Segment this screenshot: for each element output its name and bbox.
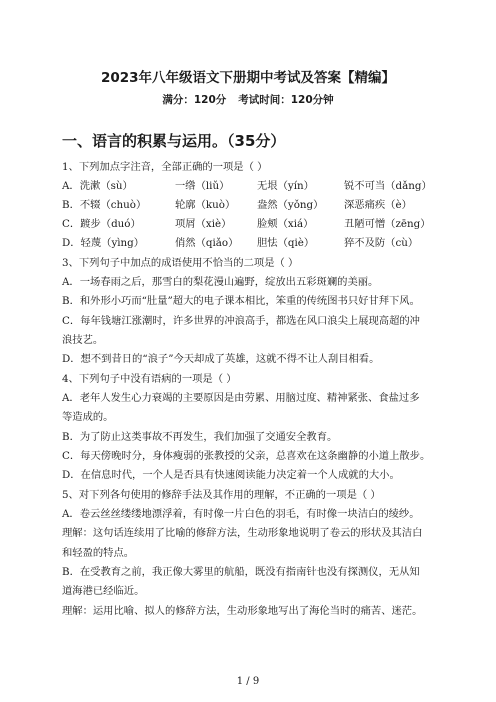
q4-option-b: B．为了防止这类事故不再发生，我们加强了交通安全教育。	[62, 431, 338, 443]
q3-option-a: A．一场春雨之后，那雪白的梨花漫山遍野，绽放出五彩斑斓的美丽。	[62, 276, 379, 288]
q1-cell: 轮廓（kuò）	[175, 199, 236, 211]
q1-cell: B．不辍（chuò）	[62, 199, 147, 211]
section-heading: 一、语言的积累与运用。（35分）	[62, 132, 286, 150]
q1-cell: 无垠（yín）	[257, 180, 314, 192]
q1-cell: 猝不及防（cù）	[344, 237, 419, 249]
q5-stem: 5、对下列各句使用的修辞手法及其作用的理解，不正确的一项是（ ）	[62, 489, 381, 501]
q1-cell: 项屑（xiè）	[175, 218, 232, 230]
q1-cell: C．踱步（duó）	[62, 218, 141, 230]
exam-time: 考试时间：120分钟	[238, 94, 334, 106]
q1-row-d	[62, 236, 462, 250]
q1-cell: 一绺（liǔ）	[175, 180, 230, 192]
q3-option-c-cont: 浪技艺。	[62, 334, 104, 346]
q1-cell: D．轻蔑（yìng）	[62, 237, 145, 249]
q3-stem: 3、下列句子中加点的成语使用不恰当的二项是（ ）	[62, 257, 299, 269]
q1-stem: 1、下列加点字注音，全部正确的一项是（ ）	[62, 161, 268, 173]
q1-row-b	[62, 198, 462, 212]
q3-option-d: D．想不到昔日的“浪子”今天却成了英雄，这就不得不让人刮目相看。	[62, 353, 380, 365]
q1-cell: 盎然（yǒng）	[257, 199, 324, 211]
q1-cell: 锐不可当（dǎng）	[344, 180, 432, 192]
exam-info	[0, 92, 496, 107]
q4-stem: 4、下列句子中没有语病的一项是（ ）	[62, 373, 237, 385]
full-score: 满分：120分	[162, 94, 227, 106]
q1-cell: 胆怯（qiè）	[257, 237, 315, 249]
q5-option-a-note: 理解：这句话连续用了比喻的修辞方法，生动形象地说明了卷云的形状及其洁白	[62, 527, 423, 539]
q1-row-a	[62, 179, 462, 193]
q5-option-b-note: 理解：运用比喻、拟人的修辞方法，生动形象地写出了海伦当时的痛苦、迷茫。	[62, 605, 423, 617]
q5-option-a: A．卷云丝丝缕缕地漂浮着，有时像一片白色的羽毛，有时像一块洁白的绫纱。	[62, 508, 420, 520]
q3-option-b: B．和外形小巧而“肚量”超大的电子课本相比，笨重的传统图书只好甘拜下风。	[62, 295, 420, 307]
q4-option-c: C．每天傍晚时分，身体瘦弱的张教授的父亲，总喜欢在这条幽静的小道上散步。	[62, 450, 431, 462]
q1-row-c	[62, 217, 462, 231]
q5-option-b-cont: 道海港已经临近。	[62, 585, 145, 597]
page-number: 1 / 9	[236, 676, 260, 687]
q4-option-a-cont: 等造成的。	[62, 411, 114, 423]
q3-option-c: C．每年钱塘江涨潮时，许多世界的冲浪高手，都选在风口浪尖上展现高超的冲	[62, 315, 420, 327]
q1-cell: 俏然（qiǎo）	[175, 237, 239, 249]
q4-option-a: A．老年人发生心力衰竭的主要原因是由劳累、用脑过度、精神紧张、食盐过多	[62, 392, 420, 404]
page-title: 2023年八年级语文下册期中考试及答案【精编】	[100, 70, 396, 86]
q1-cell: A．洗漱（sù）	[62, 180, 133, 192]
q1-cell: 深恶痛疾（è）	[344, 199, 412, 211]
q1-cell: 丑陋可憎（zēng）	[344, 218, 431, 230]
q5-option-a-note-cont: 和轻盈的特点。	[62, 547, 135, 559]
q1-cell: 脸颊（xiá）	[257, 218, 314, 230]
q4-option-d: D．在信息时代，一个人是否具有快速阅读能力决定着一个人成就的大小。	[62, 469, 400, 481]
q5-option-b: B．在受教育之前，我正像大雾里的航船，既没有指南针也没有探测仪，无从知	[62, 566, 420, 578]
